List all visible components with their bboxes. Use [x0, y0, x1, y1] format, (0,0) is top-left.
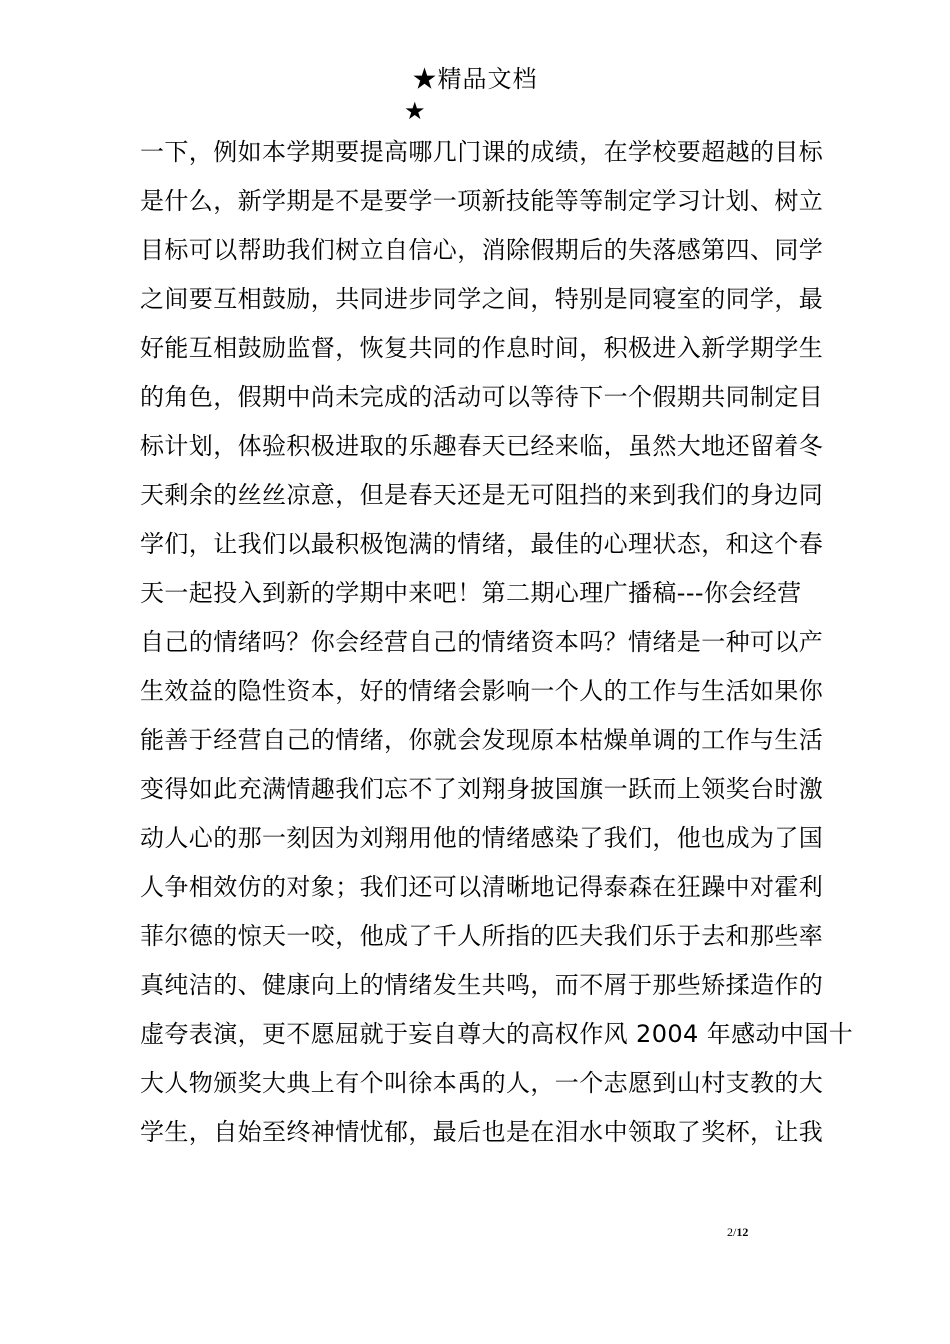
text-line: 目标可以帮助我们树立自信心，消除假期后的失落感第四、同学	[140, 236, 824, 264]
header-star-icon: ★	[404, 97, 426, 125]
text-line: 的角色，假期中尚未完成的活动可以等待下一个假期共同制定目	[140, 383, 824, 411]
text-line: 天一起投入到新的学期中来吧！第二期心理广播稿---你会经营	[140, 579, 802, 607]
text-line: 之间要互相鼓励，共同进步同学之间，特别是同寝室的同学，最	[140, 285, 824, 313]
text-line: 能善于经营自己的情绪，你就会发现原本枯燥单调的工作与生活	[140, 726, 824, 754]
text-line: 动人心的那一刻因为刘翔用他的情绪感染了我们，他也成为了国	[140, 824, 824, 852]
text-line: 学生，自始至终神情忧郁，最后也是在泪水中领取了奖杯，让我	[140, 1118, 824, 1146]
text-line: 是什么，新学期是不是要学一项新技能等等制定学习计划、树立	[140, 187, 824, 215]
text-line: 菲尔德的惊天一咬，他成了千人所指的匹夫我们乐于去和那些率	[140, 922, 824, 950]
page-number-total: 12	[736, 1225, 749, 1239]
text-line: 变得如此充满情趣我们忘不了刘翔身披国旗一跃而上领奖台时激	[140, 775, 824, 803]
page-number-current: 2/	[727, 1225, 737, 1239]
text-line: 好能互相鼓励监督，恢复共同的作息时间，积极进入新学期学生	[140, 334, 824, 362]
text-line: 自己的情绪吗？你会经营自己的情绪资本吗？情绪是一种可以产	[140, 628, 824, 656]
body-text	[140, 128, 854, 1157]
header-title: ★精品文档	[412, 65, 538, 93]
text-line: 生效益的隐性资本，好的情绪会影响一个人的工作与生活如果你	[140, 677, 824, 705]
text-line: 学们，让我们以最积极饱满的情绪，最佳的心理状态，和这个春	[140, 530, 824, 558]
page-number	[727, 1224, 748, 1240]
text-line: 一下，例如本学期要提高哪几门课的成绩，在学校要超越的目标	[140, 138, 824, 166]
text-line: 虚夸表演，更不愿屈就于妄自尊大的高权作风 2004 年感动中国十	[140, 1020, 854, 1048]
text-line: 大人物颁奖大典上有个叫徐本禹的人，一个志愿到山村支教的大	[140, 1069, 824, 1097]
text-line: 标计划，体验积极进取的乐趣春天已经来临，虽然大地还留着冬	[140, 432, 824, 460]
text-line: 人争相效仿的对象；我们还可以清晰地记得泰森在狂躁中对霍利	[140, 873, 824, 901]
text-line: 天剩余的丝丝凉意，但是春天还是无可阻挡的来到我们的身边同	[140, 481, 824, 509]
text-line: 真纯洁的、健康向上的情绪发生共鸣，而不屑于那些矫揉造作的	[140, 971, 824, 999]
